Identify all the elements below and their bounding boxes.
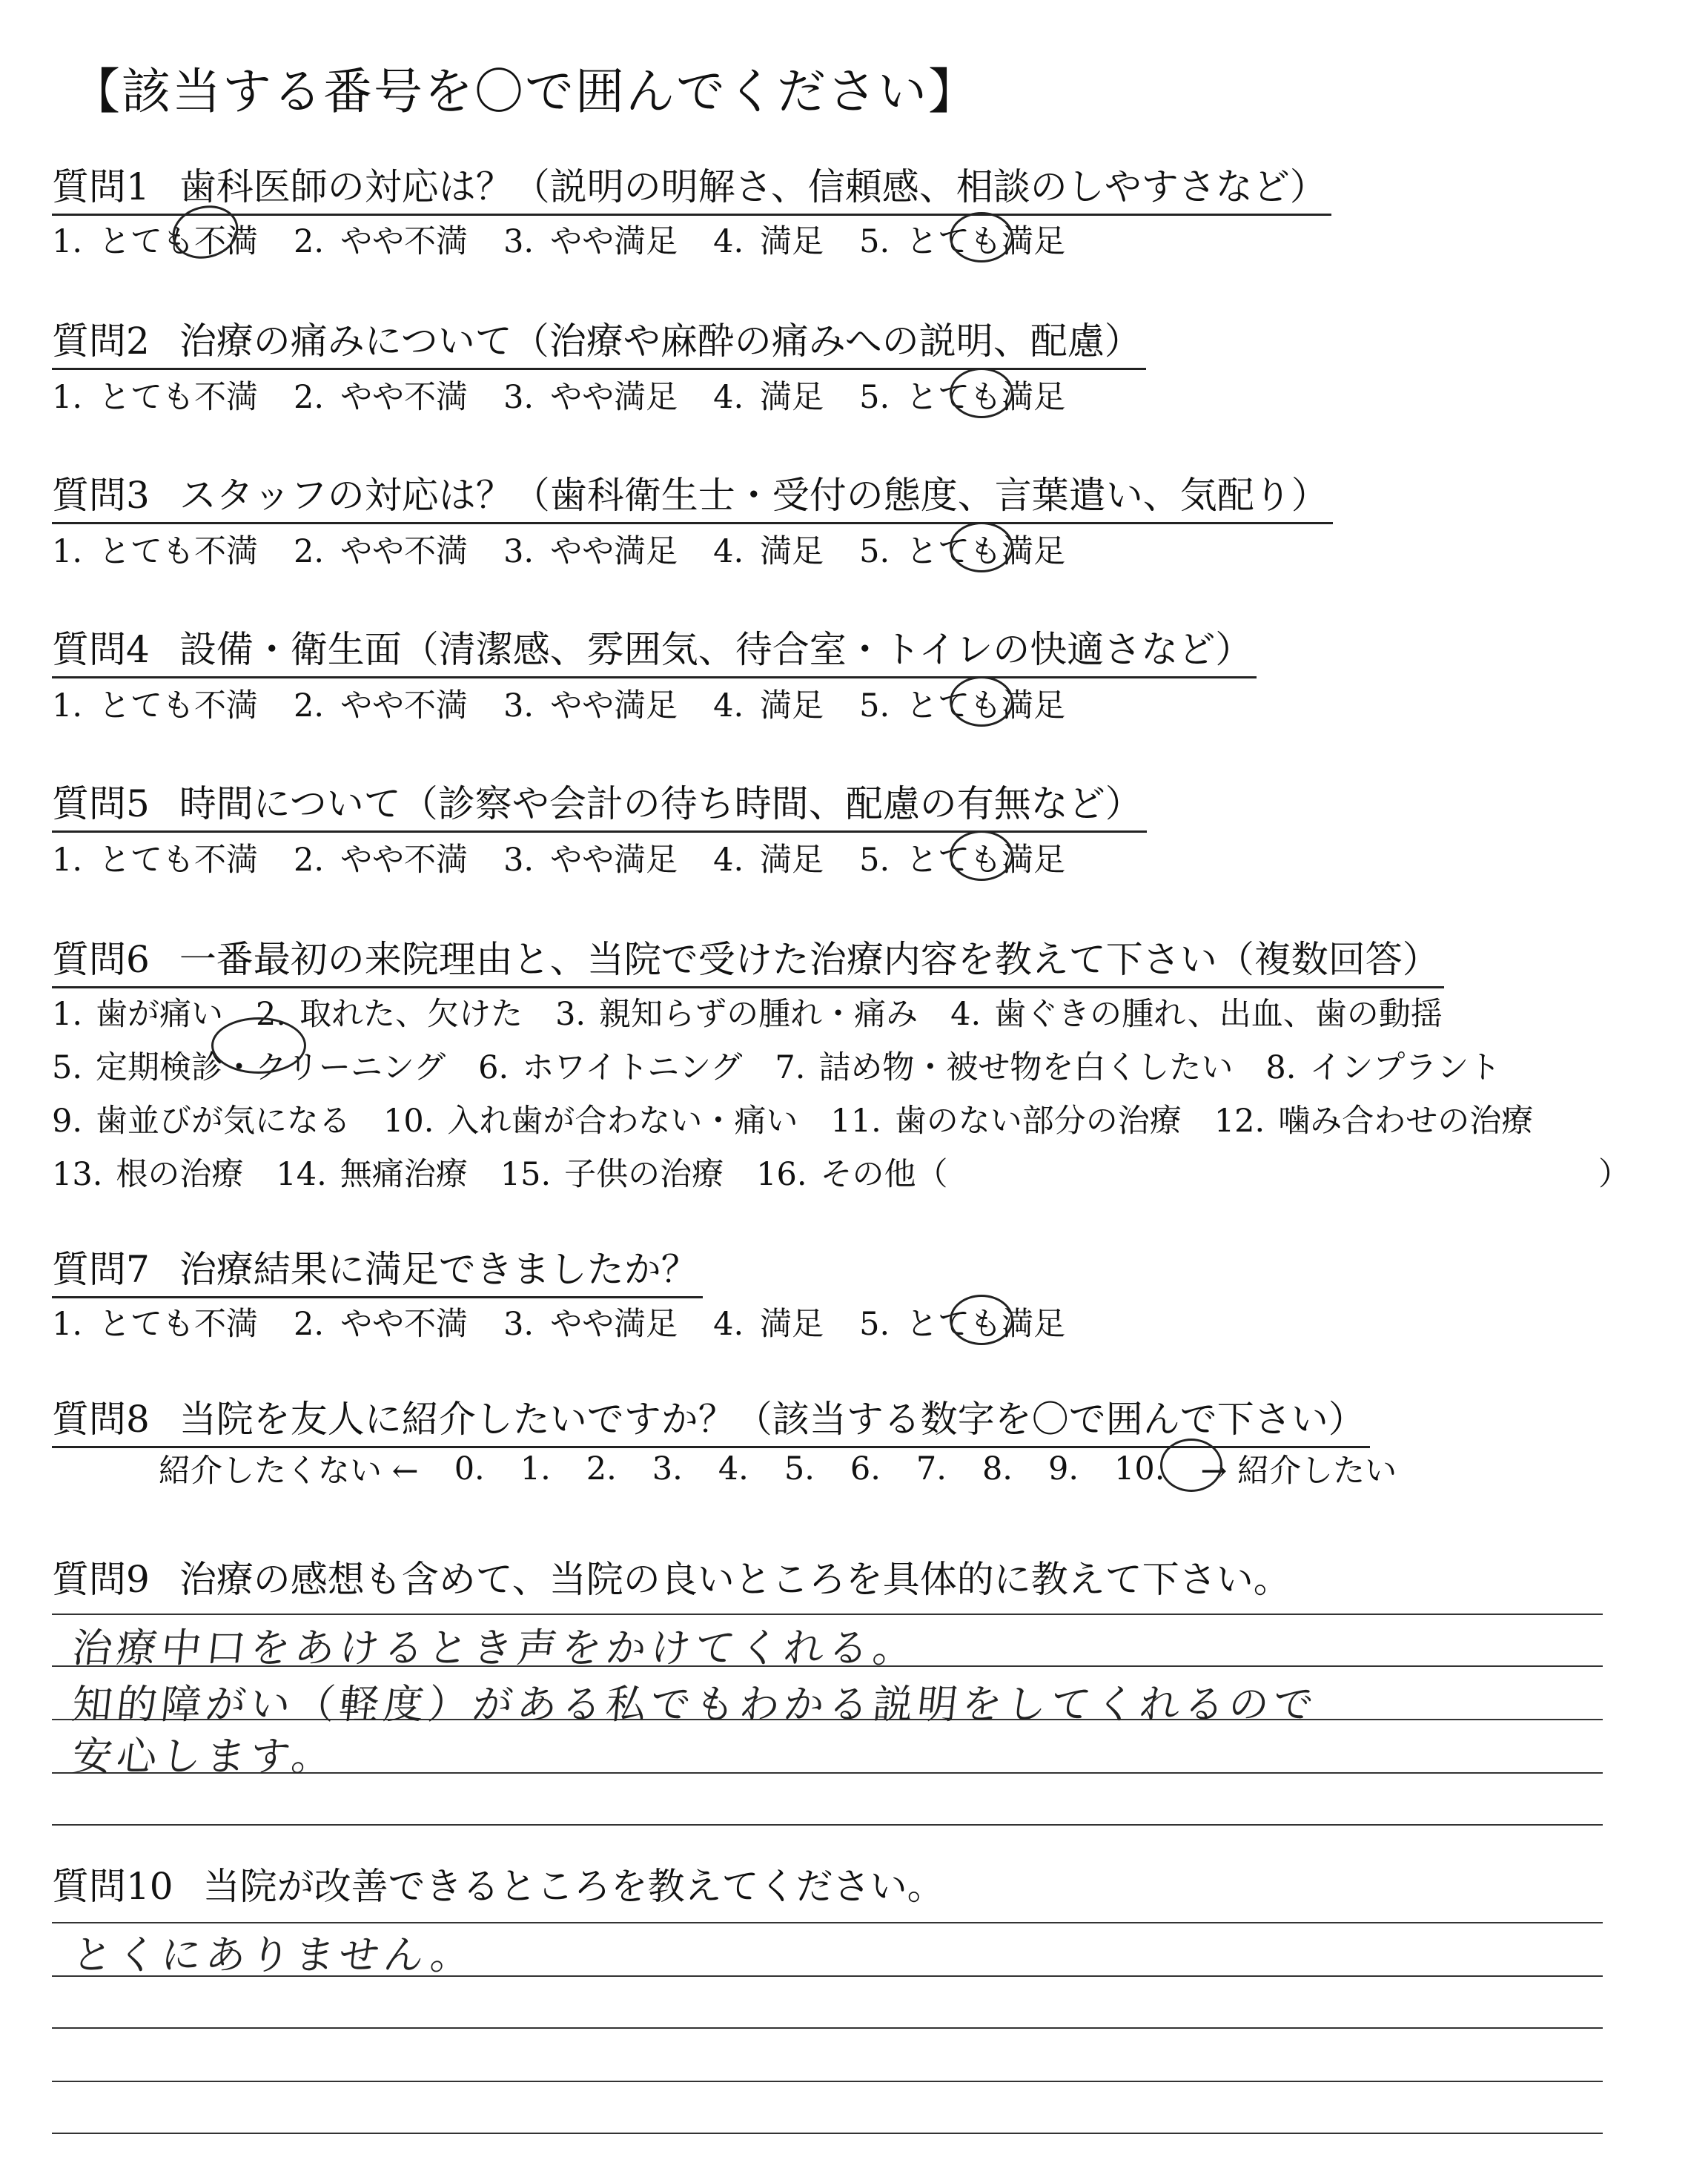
question-6-options-row-3 xyxy=(52,1096,1533,1141)
option-4[interactable]: 4. 満足 xyxy=(713,1306,824,1343)
option-10[interactable]: 10. 入れ歯が合わない・痛い xyxy=(383,1103,798,1140)
scale-value-9[interactable]: 9. xyxy=(1047,1450,1079,1487)
option-5-selected[interactable]: 5. とても満足 xyxy=(859,372,1065,417)
question-5-options xyxy=(52,835,1065,880)
option-4[interactable]: 4. 満足 xyxy=(713,687,824,724)
option-3[interactable]: 3. やや満足 xyxy=(503,842,678,879)
option-7[interactable]: 7. 詰め物・被せ物を白くしたい xyxy=(775,1049,1234,1086)
option-4[interactable]: 4. 満足 xyxy=(713,379,824,416)
option-3[interactable]: 3. やや満足 xyxy=(503,687,678,724)
scale-value-5[interactable]: 5. xyxy=(784,1450,815,1487)
option-3[interactable]: 3. やや満足 xyxy=(503,379,678,416)
option-5-selected[interactable]: 5. 定期検診・クリーニング xyxy=(52,1049,446,1086)
circle-mark xyxy=(211,1017,306,1074)
option-11[interactable]: 11. 歯のない部分の治療 xyxy=(830,1103,1182,1140)
question-number: 質問5 xyxy=(52,782,150,825)
option-5-selected[interactable]: 5. とても満足 xyxy=(859,1299,1065,1344)
page-title: 【該当する番号を〇で囲んでください】 xyxy=(71,63,979,120)
option-5-selected[interactable]: 5. とても満足 xyxy=(859,681,1065,726)
circle-mark xyxy=(1160,1439,1222,1492)
question-4-options xyxy=(52,681,1065,726)
question-8-heading xyxy=(52,1390,1370,1448)
question-2-options xyxy=(52,372,1065,417)
question-3-options xyxy=(52,526,1065,572)
answer-line xyxy=(52,1614,1603,1615)
scale-value-4[interactable]: 4. xyxy=(718,1450,749,1487)
scale-value-0[interactable]: 0. xyxy=(454,1450,485,1487)
option-5-selected[interactable]: 5. とても満足 xyxy=(859,835,1065,880)
handwritten-answer-line-1: とくにありません。 xyxy=(70,1932,478,1978)
question-number: 質問2 xyxy=(52,320,150,363)
option-3[interactable]: 3. やや満足 xyxy=(503,533,678,570)
question-text: 歯科医師の対応は？（説明の明解さ、信頼感、相談のしやすさなど） xyxy=(179,165,1327,208)
question-text: 治療結果に満足できましたか？ xyxy=(179,1248,698,1291)
scale-value-3[interactable]: 3. xyxy=(652,1450,683,1487)
question-text: 時間について（診察や会計の待ち時間、配慮の有無など） xyxy=(179,782,1142,825)
option-15[interactable]: 15. 子供の治療 xyxy=(500,1156,724,1193)
option-3[interactable]: 3. 親知らずの腫れ・痛み xyxy=(555,996,918,1033)
option-2[interactable]: 2. やや不満 xyxy=(294,687,469,724)
option-4[interactable]: 4. 満足 xyxy=(713,533,824,570)
option-4[interactable]: 4. 満足 xyxy=(713,223,824,260)
option-6[interactable]: 6. ホワイトニング xyxy=(478,1049,743,1086)
question-number: 質問9 xyxy=(52,1558,150,1601)
question-text: 当院を友人に紹介したいですか？（該当する数字を〇で囲んで下さい） xyxy=(179,1398,1366,1441)
answer-line xyxy=(52,1824,1603,1826)
option-5-selected[interactable]: 5. とても満足 xyxy=(859,217,1065,262)
question-text: 設備・衛生面（清潔感、雰囲気、待合室・トイレの快適さなど） xyxy=(179,628,1253,671)
question-7-heading xyxy=(52,1240,703,1298)
option-2[interactable]: 2. やや不満 xyxy=(294,842,469,879)
option-1[interactable]: 1. とても不満 xyxy=(52,223,259,260)
scale-value-2[interactable]: 2. xyxy=(586,1450,617,1487)
question-number: 質問1 xyxy=(52,165,150,208)
option-8[interactable]: 8. インプラント xyxy=(1265,1049,1501,1086)
option-2[interactable]: 2. やや不満 xyxy=(294,379,469,416)
scale-left-label: 紹介したくない ← xyxy=(159,1453,419,1490)
question-3-heading xyxy=(52,466,1333,524)
question-6-heading xyxy=(52,930,1444,988)
answer-line xyxy=(52,2081,1603,2082)
option-2[interactable]: 2. やや不満 xyxy=(294,533,469,570)
question-text: 治療の感想も含めて、当院の良いところを具体的に教えて下さい。 xyxy=(179,1558,1291,1601)
question-text: スタッフの対応は？（歯科衛生士・受付の態度、言葉遣い、気配り） xyxy=(179,474,1328,517)
scale-value-6[interactable]: 6. xyxy=(850,1450,881,1487)
option-2[interactable]: 2. やや不満 xyxy=(294,1306,469,1343)
option-16[interactable]: 16. その他（ xyxy=(756,1156,948,1193)
answer-line xyxy=(52,2133,1603,2134)
question-text: 一番最初の来院理由と、当院で受けた治療内容を教えて下さい（複数回答） xyxy=(179,938,1440,981)
option-3[interactable]: 3. やや満足 xyxy=(503,1306,678,1343)
scale-right-label: → 紹介したい xyxy=(1200,1453,1397,1490)
option-1[interactable]: 1. とても不満 xyxy=(52,687,259,724)
option-12[interactable]: 12. 噛み合わせの治療 xyxy=(1214,1103,1534,1140)
question-text: 当院が改善できるところを教えてください。 xyxy=(202,1865,944,1908)
option-2[interactable]: 2. やや不満 xyxy=(294,223,469,260)
option-14[interactable]: 14. 無痛治療 xyxy=(276,1156,468,1193)
option-5-selected[interactable]: 5. とても満足 xyxy=(859,526,1065,572)
option-13[interactable]: 13. 根の治療 xyxy=(52,1156,244,1193)
question-7-options xyxy=(52,1299,1065,1344)
handwritten-answer-line-1: 治療中口をあけるとき声をかけてくれる。 xyxy=(70,1625,920,1671)
option-1[interactable]: 1. とても不満 xyxy=(52,379,259,416)
question-5-heading xyxy=(52,774,1147,833)
scale-value-10-selected[interactable]: 10. xyxy=(1114,1450,1165,1487)
question-number: 質問6 xyxy=(52,938,150,981)
scale-value-7[interactable]: 7. xyxy=(916,1450,947,1487)
option-1[interactable]: 1. とても不満 xyxy=(52,1306,259,1343)
handwritten-answer-line-3: 安心します。 xyxy=(70,1733,339,1780)
answer-line xyxy=(52,2027,1603,2029)
question-4-heading xyxy=(52,620,1257,678)
other-close-paren: ） xyxy=(1598,1156,1630,1193)
question-number: 質問10 xyxy=(52,1865,173,1908)
question-number: 質問8 xyxy=(52,1398,150,1441)
option-2[interactable]: 2. 取れた、欠けた xyxy=(256,996,523,1033)
question-number: 質問3 xyxy=(52,474,150,517)
scale-value-1[interactable]: 1. xyxy=(520,1450,551,1487)
option-1[interactable]: 1. とても不満 xyxy=(52,842,259,879)
question-2-heading xyxy=(52,311,1146,370)
question-9-heading xyxy=(52,1550,1291,1603)
scale-value-8[interactable]: 8. xyxy=(982,1450,1013,1487)
option-4[interactable]: 4. 歯ぐきの腫れ、出血、歯の動揺 xyxy=(950,996,1443,1033)
question-number: 質問7 xyxy=(52,1248,150,1291)
question-1-heading xyxy=(52,157,1331,216)
option-4[interactable]: 4. 満足 xyxy=(713,842,824,879)
question-10-heading xyxy=(52,1857,944,1910)
option-1[interactable]: 1. 歯が痛い xyxy=(52,996,224,1033)
question-6-options-row-4 xyxy=(52,1149,948,1195)
handwritten-answer-line-2: 知的障がい（軽度）がある私でもわかる説明をしてくれるので xyxy=(70,1681,1320,1728)
question-number: 質問4 xyxy=(52,628,150,671)
option-3[interactable]: 3. やや満足 xyxy=(503,223,678,260)
question-text: 治療の痛みについて（治療や麻酔の痛みへの説明、配慮） xyxy=(179,320,1142,363)
option-9[interactable]: 9. 歯並びが気になる xyxy=(52,1103,351,1140)
option-1[interactable]: 1. とても不満 xyxy=(52,533,259,570)
